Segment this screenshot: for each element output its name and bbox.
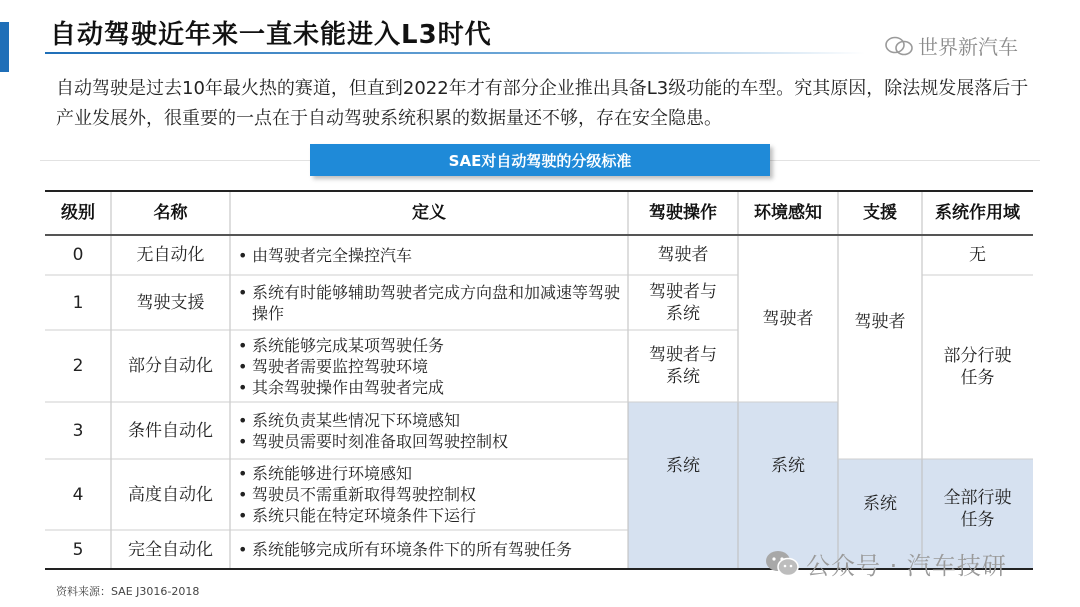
level-cell: 5 — [72, 539, 84, 560]
table-caption: SAE对自动驾驶的分级标准 — [310, 144, 770, 176]
page-title: 自动驾驶近年来一直未能进入L3时代 — [50, 20, 492, 50]
sae-level-table — [45, 190, 1033, 570]
wechat-icon — [764, 549, 800, 579]
env-perception-cell: 系统 — [771, 455, 805, 476]
definition-item: • 系统能够完成某项驾驶任务 — [238, 335, 444, 356]
definition-item: • 系统能够完成所有环境条件下的所有驾驶任务 — [238, 539, 572, 560]
definition-item: • 驾驶者需要监控驾驶环境 — [238, 356, 444, 377]
definition-cell — [230, 235, 628, 275]
definition-item: • 驾驶员需要时刻准备取回驾驶控制权 — [238, 431, 508, 452]
column-header: 驾驶操作 — [649, 202, 717, 223]
definition-item: • 由驾驶者完全操控汽车 — [238, 245, 412, 266]
intro-paragraph: 自动驾驶是过去10年最火热的赛道，但直到2022年才有部分企业推出具备L3级功能的车型。究其原因，除法规发展落后于产业发展外，很重要的一点在于自动驾驶系统积累的数据量还不够，存在安全隐患。 — [56, 78, 1029, 129]
definition-cell — [230, 530, 628, 569]
support-cell: 驾驶者 — [854, 312, 906, 332]
watermark — [764, 546, 1007, 581]
watermark-text: 公众号 · 汽车技研 — [806, 552, 1007, 580]
driving-op-cell: 驾驶者与系统 — [649, 345, 717, 387]
driving-op-cell: 驾驶者 — [657, 245, 709, 265]
definition-item: • 系统负责某些情况下环境感知 — [238, 410, 508, 431]
driving-op-cell: 驾驶者与系统 — [649, 281, 717, 324]
column-header: 系统作用域 — [935, 202, 1020, 223]
definition-item: • 系统能够进行环境感知 — [238, 463, 476, 484]
name-cell: 高度自动化 — [128, 484, 213, 505]
level-cell: 1 — [72, 292, 84, 313]
scope-cell: 全部行驶任务 — [943, 488, 1012, 530]
brand-logo — [884, 31, 1018, 60]
definition-item: • 系统有时能够辅助驾驶者完成方向盘和加减速等驾驶操作 — [238, 282, 628, 324]
name-cell: 完全自动化 — [128, 539, 213, 560]
scope-cell: 无 — [969, 245, 986, 265]
definition-cell — [230, 275, 628, 330]
scope-cell: 部分行驶任务 — [943, 346, 1012, 388]
support-cell: 系统 — [863, 494, 897, 514]
name-cell: 部分自动化 — [128, 356, 213, 376]
definition-item: • 其余驾驶操作由驾驶者完成 — [238, 377, 444, 398]
level-cell: 2 — [72, 356, 84, 376]
definition-cell — [230, 402, 628, 459]
definition-cell — [230, 459, 628, 530]
column-header: 名称 — [153, 202, 188, 223]
env-perception-cell: 驾驶者 — [762, 308, 814, 329]
column-header: 级别 — [61, 202, 95, 223]
title-underline — [45, 52, 865, 54]
level-cell: 4 — [72, 484, 84, 505]
name-cell: 条件自动化 — [128, 420, 213, 441]
accent-bar — [0, 22, 9, 72]
definition-item: • 系统只能在特定环境条件下运行 — [238, 505, 476, 526]
level-cell: 0 — [72, 245, 84, 265]
column-header: 定义 — [412, 202, 446, 223]
chat-bubbles-icon — [884, 35, 914, 57]
definition-cell — [230, 330, 628, 402]
driving-op-cell: 系统 — [666, 455, 700, 476]
column-header: 支援 — [863, 202, 897, 223]
definition-item: • 驾驶员不需重新取得驾驶控制权 — [238, 484, 476, 505]
source-note: 资料来源：SAE J3016-2018 — [56, 585, 200, 598]
name-cell: 无自动化 — [136, 245, 205, 265]
level-cell: 3 — [72, 420, 84, 441]
name-cell: 驾驶支援 — [136, 292, 205, 313]
column-header: 环境感知 — [754, 202, 822, 223]
brand-name: 世界新汽车 — [918, 35, 1018, 59]
